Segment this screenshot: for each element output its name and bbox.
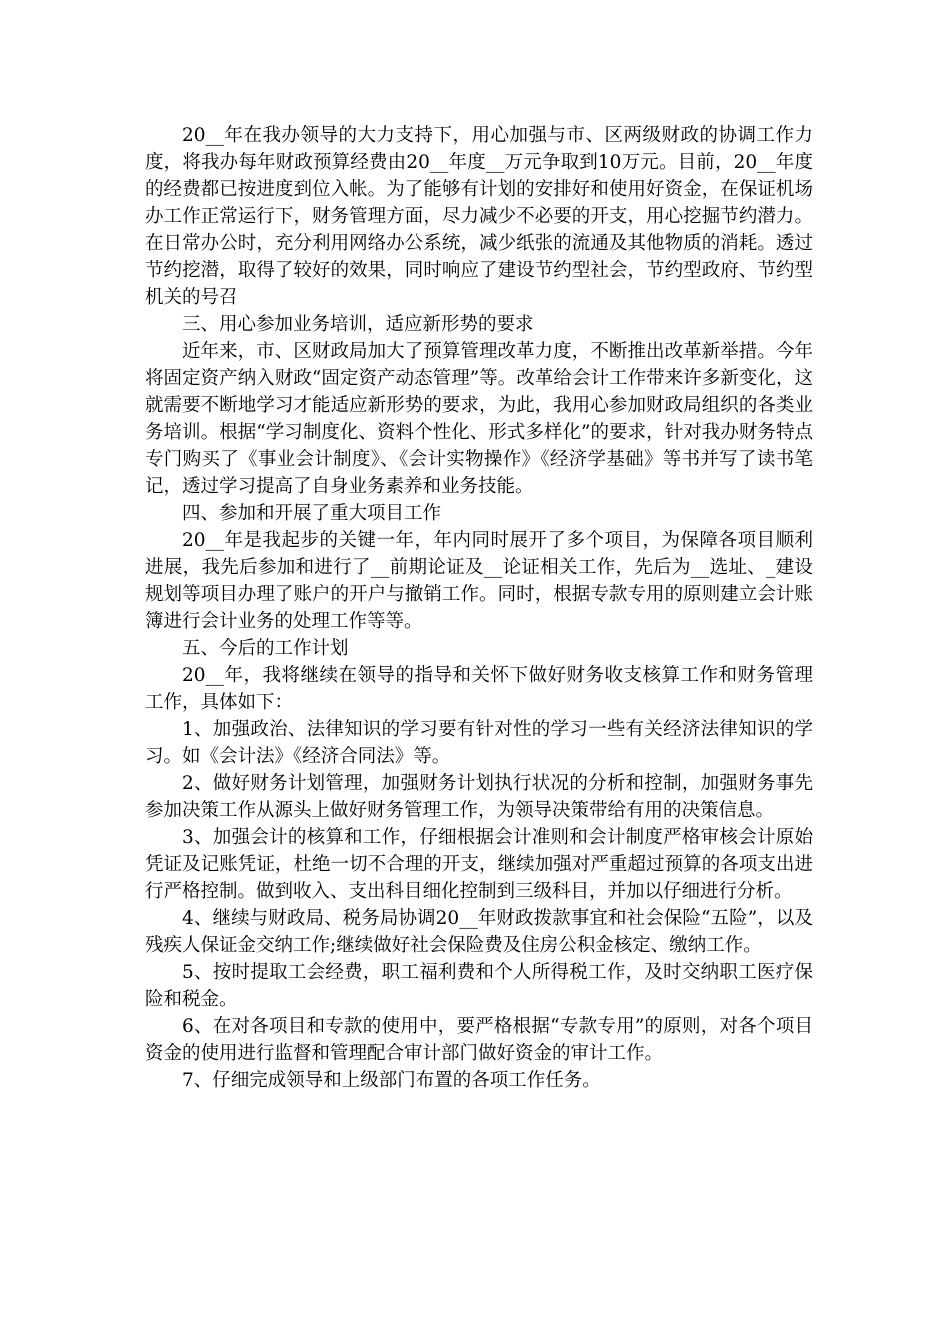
plan-item-4: 4、继续与财政局、税务局协调20__年财政拨款事宜和社会保险“五险”，以及残疾人保证金交纳工作;继续做好社会保险费及住房公积金核定、缴纳工作。	[145, 908, 813, 956]
plan-item-6: 6、在对各项目和专款的使用中，要严格根据“专款专用”的原则，对各个项目资金的使用进行监督和管理配合审计部门做好资金的审计工作。	[145, 1016, 813, 1064]
document-page	[145, 122, 813, 1094]
paragraph-budget-funding: 20__年在我办领导的大力支持下，用心加强与市、区两级财政的协调工作力度，将我办每年财政预算经费由20__年度__万元争取到10万元。目前，20__年度的经费都已按进度到位入帐。为了能够有计划的安排好和使用好资金，在保证机场办工作正常运行下，财务管理方面，尽力减少不必要的开支，用心挖掘节约潜力。在日常办公时，充分利用网络办公系统，减少纸张的流通及其他物质的消耗。透过节约挖潜，取得了较好的效果，同时响应了建设节约型社会，节约型政府、节约型机关的号召	[145, 125, 813, 308]
section-heading-training: 三、用心参加业务培训，适应新形势的要求	[182, 314, 534, 335]
section-heading-plan: 五、今后的工作计划	[182, 638, 349, 659]
plan-item-5: 5、按时提取工会经费，职工福利费和个人所得税工作，及时交纳职工医疗保险和税金。	[145, 962, 813, 1010]
section-heading-projects: 四、参加和开展了重大项目工作	[182, 503, 442, 524]
plan-item-2: 2、做好财务计划管理，加强财务计划执行状况的分析和控制，加强财务事先参加决策工作从源头上做好财务管理工作，为领导决策带给有用的决策信息。	[145, 773, 813, 821]
plan-item-1: 1、加强政治、法律知识的学习要有针对性的学习一些有关经济法律知识的学习。如《会计法》《经济合同法》等。	[145, 719, 813, 767]
paragraph-projects: 20__年是我起步的关键一年，年内同时展开了多个项目，为保障各项目顺利进展，我先后参加和进行了__前期论证及__论证相关工作，先后为__选址、_建设规划等项目办理了账户的开户与撤销工作。同时，根据专款专用的原则建立会计账簿进行会计业务的处理工作等等。	[145, 530, 813, 632]
plan-item-7: 7、仔细完成领导和上级部门布置的各项工作任务。	[182, 1070, 601, 1091]
paragraph-training: 近年来，市、区财政局加大了预算管理改革力度，不断推出改革新举措。今年将固定资产纳入财政“固定资产动态管理”等。改革给会计工作带来许多新变化，这就需要不断地学习才能适应新形势的要求，为此，我用心参加财政局组织的各类业务培训。根据“学习制度化、资料个性化、形式多样化”的要求，针对我办财务特点专门购买了《事业会计制度》、《会计实物操作》《经济学基础》等书并写了读书笔记，透过学习提高了自身业务素养和业务技能。	[145, 341, 813, 497]
plan-item-3: 3、加强会计的核算和工作，仔细根据会计准则和会计制度严格审核会计原始凭证及记账凭证，杜绝一切不合理的开支，继续加强对严重超过预算的各项支出进行严格控制。做到收入、支出科目细化控制到三级科目，并加以仔细进行分析。	[145, 827, 813, 902]
paragraph-plan-intro: 20__年，我将继续在领导的指导和关怀下做好财务收支核算工作和财务管理工作，具体如下：	[145, 665, 813, 713]
